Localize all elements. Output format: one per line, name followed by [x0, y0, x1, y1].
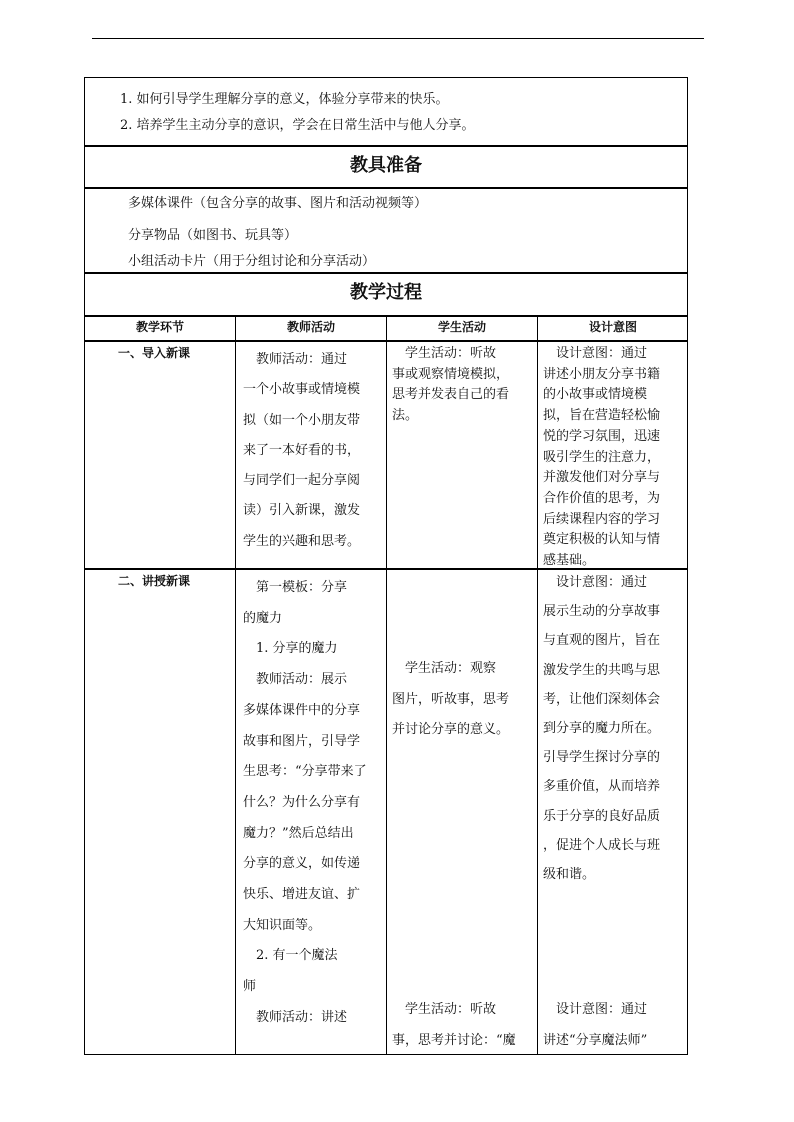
header-rule: [92, 38, 704, 39]
materials-title: 教具准备: [350, 155, 422, 176]
student-activity: 学生活动：听故 事，思考并讨论：“魔: [392, 1002, 516, 1048]
teacher-activity: 教师活动：通过 一个小故事或情境模 拟（如一个小朋友带 来了一本好看的书， 与同学们一起分享阅 读）引入新课，激发 学生的兴趣和思考。: [243, 352, 361, 549]
objective-item: 1. 如何引导学生理解分享的意义，体验分享带来的快乐。: [120, 92, 449, 107]
student-activity: 学生活动：观察 图片，听故事，思考 并讨论分享的意义。: [392, 661, 510, 737]
divider: [84, 272, 688, 274]
divider: [84, 187, 688, 189]
column-divider: [235, 316, 236, 1055]
design-intent: 设计意图：通过 讲述小朋友分享书籍 的小故事或情境模 拟，旨在营造轻松愉 悦的学习氛围，迅速 吸引学生的注意力， 并激发他们对分享与 合作价值的思考，为 后续课程内容的学习 奠定积极的认知与情 感基础。: [543, 346, 661, 569]
column-header-stage: 教学环节: [135, 320, 184, 334]
stage-label: 二、讲授新课: [118, 574, 191, 588]
column-divider: [386, 316, 387, 1055]
student-activity: 学生活动：听故 事或观察情境模拟， 思考并发表自己的看 法。: [392, 346, 510, 423]
process-title: 教学过程: [350, 282, 422, 303]
design-intent: 设计意图：通过 讲述“分享魔法师”: [543, 1002, 648, 1048]
material-item: 小组活动卡片（用于分组讨论和分享活动）: [128, 254, 376, 269]
column-header-teacher: 教师活动: [286, 320, 335, 334]
material-item: 分享物品（如图书、玩具等）: [128, 228, 298, 243]
material-item: 多媒体课件（包含分享的故事、图片和活动视频等）: [128, 196, 428, 211]
design-intent: 设计意图：通过 展示生动的分享故事 与直观的图片，旨在 激发学生的共鸣与思 考，让他们深刻体会 到分享的魔力所在。 引导学生探讨分享的 多重价值，从而培养 乐于分享的良好品质 ，促进个人成长与班 级和谐。: [543, 575, 661, 883]
column-header-design: 设计意图: [588, 320, 637, 334]
stage-label: 一、导入新课: [118, 346, 191, 360]
divider: [84, 145, 688, 147]
objective-item: 2. 培养学生主动分享的意识，学会在日常生活中与他人分享。: [120, 118, 475, 133]
column-divider: [537, 316, 538, 1055]
column-header-student: 学生活动: [437, 320, 486, 334]
teacher-activity: 第一模板：分享 的魔力 1. 分享的魔力 教师活动：展示 多媒体课件中的分享 故事和图片，引导学 生思考：“分享带来了 什么？为什么分享有 魔力？”然后总结出 分享的意义，如传递 快乐、增进友谊、扩 大知识面等。 2. 有一个魔法 师 教师活动：讲述: [243, 580, 367, 1025]
